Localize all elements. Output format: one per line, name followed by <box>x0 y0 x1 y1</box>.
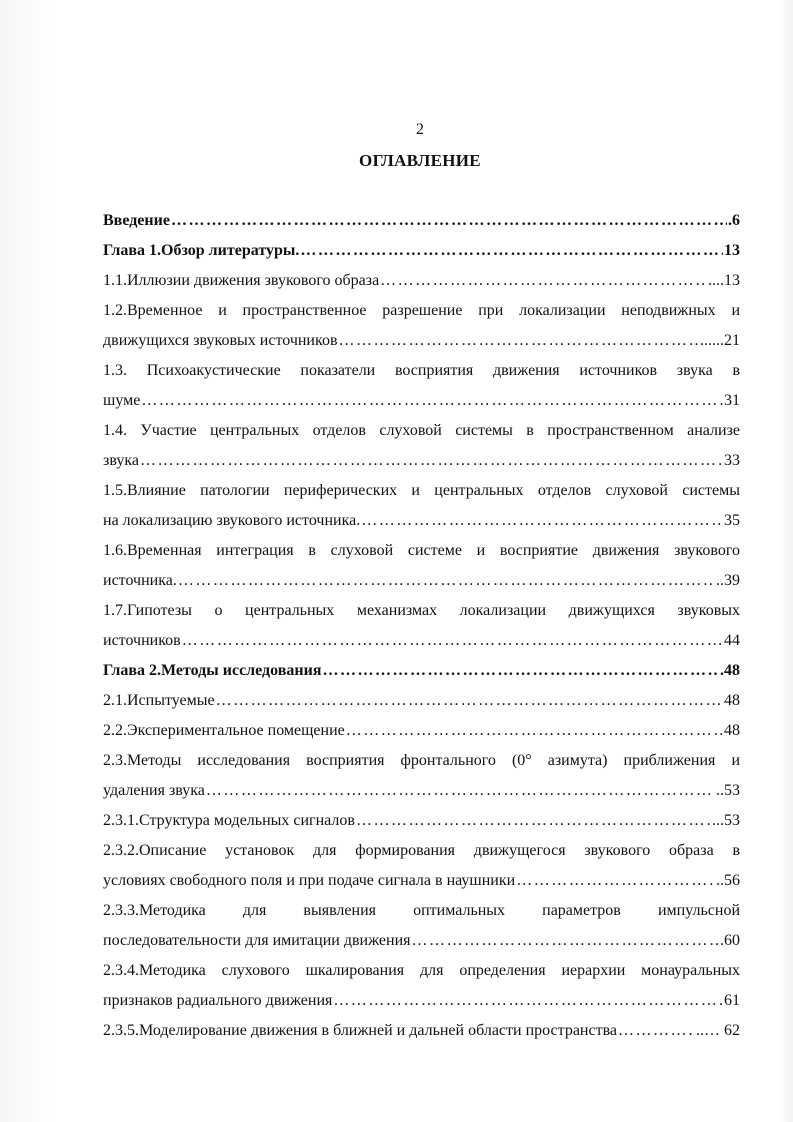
leader-dots <box>516 866 715 896</box>
toc-page-number: 48 <box>724 692 740 709</box>
leader-dots <box>361 506 723 536</box>
toc-entry <box>103 266 740 296</box>
toc-page-number: 13 <box>724 242 740 259</box>
toc-entry-title-line1: 1.5.Влияние патологии периферических и центральных отделов слуховой системы <box>103 482 740 499</box>
toc-page-number: 33 <box>724 452 740 469</box>
toc-page-number: 61 <box>724 992 740 1009</box>
toc-title: ОГЛАВЛЕНИЕ <box>359 151 481 170</box>
toc-entry-title: Глава 2.Методы исследования <box>103 662 322 679</box>
toc-entry-title: признаков радиального движения <box>103 992 333 1009</box>
toc-page-number: ....13 <box>708 272 740 289</box>
leader-dots <box>412 926 720 956</box>
toc-entry <box>103 836 740 896</box>
toc-entry <box>103 716 740 746</box>
toc-entry-title: условиях свободного поля и при подаче сигнала в наушники <box>103 872 516 889</box>
toc-entry <box>103 746 740 806</box>
toc-entry-title: на локализацию звукового источника. <box>103 512 361 529</box>
leader-dots <box>206 776 715 806</box>
leader-dots <box>380 266 707 296</box>
toc-page-number: ..39 <box>716 572 740 589</box>
leader-dots <box>141 386 723 416</box>
toc-entry-title: 2.3.1.Структура модельных сигналов <box>103 812 355 829</box>
leader-dots <box>300 236 723 266</box>
toc-entry-title: Глава 1.Обзор литературы. <box>103 242 300 259</box>
toc-entry-title-line1: 2.3.3.Методика для выявления оптимальных параметров импульсной <box>103 902 740 919</box>
leader-dots <box>182 626 723 656</box>
toc-page-number: ..53 <box>716 812 740 829</box>
leader-dots <box>618 1016 695 1046</box>
leader-dots <box>356 806 715 836</box>
toc-entry-title: источника. <box>103 572 177 589</box>
toc-entry <box>103 806 740 836</box>
toc-entry-title-line1: 1.4. Участие центральных отделов слуховой системы в пространственном анализе <box>103 422 740 439</box>
leader-dots <box>171 206 727 236</box>
toc-entry-title: удаления звука <box>103 782 205 799</box>
toc-entry-title: шуме <box>103 392 141 409</box>
toc-entry-title-line1: 1.7.Гипотезы о центральных механизмах локализации движущихся звуковых <box>103 602 740 619</box>
toc-entry <box>103 686 740 716</box>
toc-page-number: 48 <box>724 722 740 739</box>
toc-entry-title-line1: 2.3.Методы исследования восприятия фронтального (0° азимута) приближения и <box>103 752 740 769</box>
toc-page-number: 44 <box>724 632 740 649</box>
toc-entry <box>103 596 740 656</box>
toc-entry-title-line1: 1.2.Временное и пространственное разрешение при локализации неподвижных и <box>103 302 740 319</box>
leader-dots <box>322 656 719 686</box>
table-of-contents <box>103 206 740 1046</box>
toc-page-number: ..56 <box>716 872 740 889</box>
toc-page-number: .6 <box>728 212 740 229</box>
page-number: 2 <box>416 121 424 138</box>
toc-entry <box>103 896 740 956</box>
toc-entry-title-line1: 2.3.2.Описание установок для формирования движущегося звукового образа в <box>103 842 740 859</box>
toc-entry-title: источников <box>103 632 181 649</box>
toc-page-number: ..53 <box>716 782 740 799</box>
toc-entry-title: 1.1.Иллюзии движения звукового образа <box>103 272 380 289</box>
leader-dots <box>140 446 723 476</box>
toc-page-number: .48 <box>720 662 740 679</box>
toc-entry <box>103 656 740 686</box>
leader-dots <box>178 566 715 596</box>
toc-entry <box>103 296 740 356</box>
toc-entry-title: звука <box>103 452 139 469</box>
toc-entry <box>103 1016 740 1046</box>
toc-entry-title: последовательности для имитации движения <box>103 932 411 949</box>
toc-entry-title-line1: 1.3. Психоакустические показатели восприятия движения источников звука в <box>103 362 740 379</box>
toc-page-number: .60 <box>720 932 740 949</box>
toc-entry <box>103 356 740 416</box>
toc-entry-title: 2.2.Экспериментальное помещение <box>103 722 345 739</box>
toc-entry-title: движущихся звуковых источников <box>103 332 338 349</box>
toc-entry <box>103 536 740 596</box>
toc-entry-title-line1: 2.3.4.Методика слухового шкалирования для определения иерархии монауральных <box>103 962 740 979</box>
leader-dots <box>216 686 723 716</box>
toc-page-number: 35 <box>724 512 740 529</box>
toc-entry <box>103 206 740 236</box>
leader-dots <box>346 716 723 746</box>
toc-entry <box>103 236 740 266</box>
toc-page-number: .....21 <box>704 332 740 349</box>
toc-entry-title-line1: 1.6.Временная интеграция в слуховой системе и восприятие движения звукового <box>103 542 740 559</box>
leader-dots <box>339 326 703 356</box>
toc-entry-title: Введение <box>103 212 170 229</box>
toc-entry <box>103 956 740 1016</box>
toc-page-number: ..… 62 <box>696 1022 740 1039</box>
toc-entry-title: 2.1.Испытуемые <box>103 692 215 709</box>
toc-entry <box>103 476 740 536</box>
toc-entry <box>103 416 740 476</box>
toc-page-number: 31 <box>724 392 740 409</box>
toc-entry-title: 2.3.5.Моделирование движения в ближней и дальней области пространства <box>103 1022 618 1039</box>
leader-dots <box>333 986 723 1016</box>
